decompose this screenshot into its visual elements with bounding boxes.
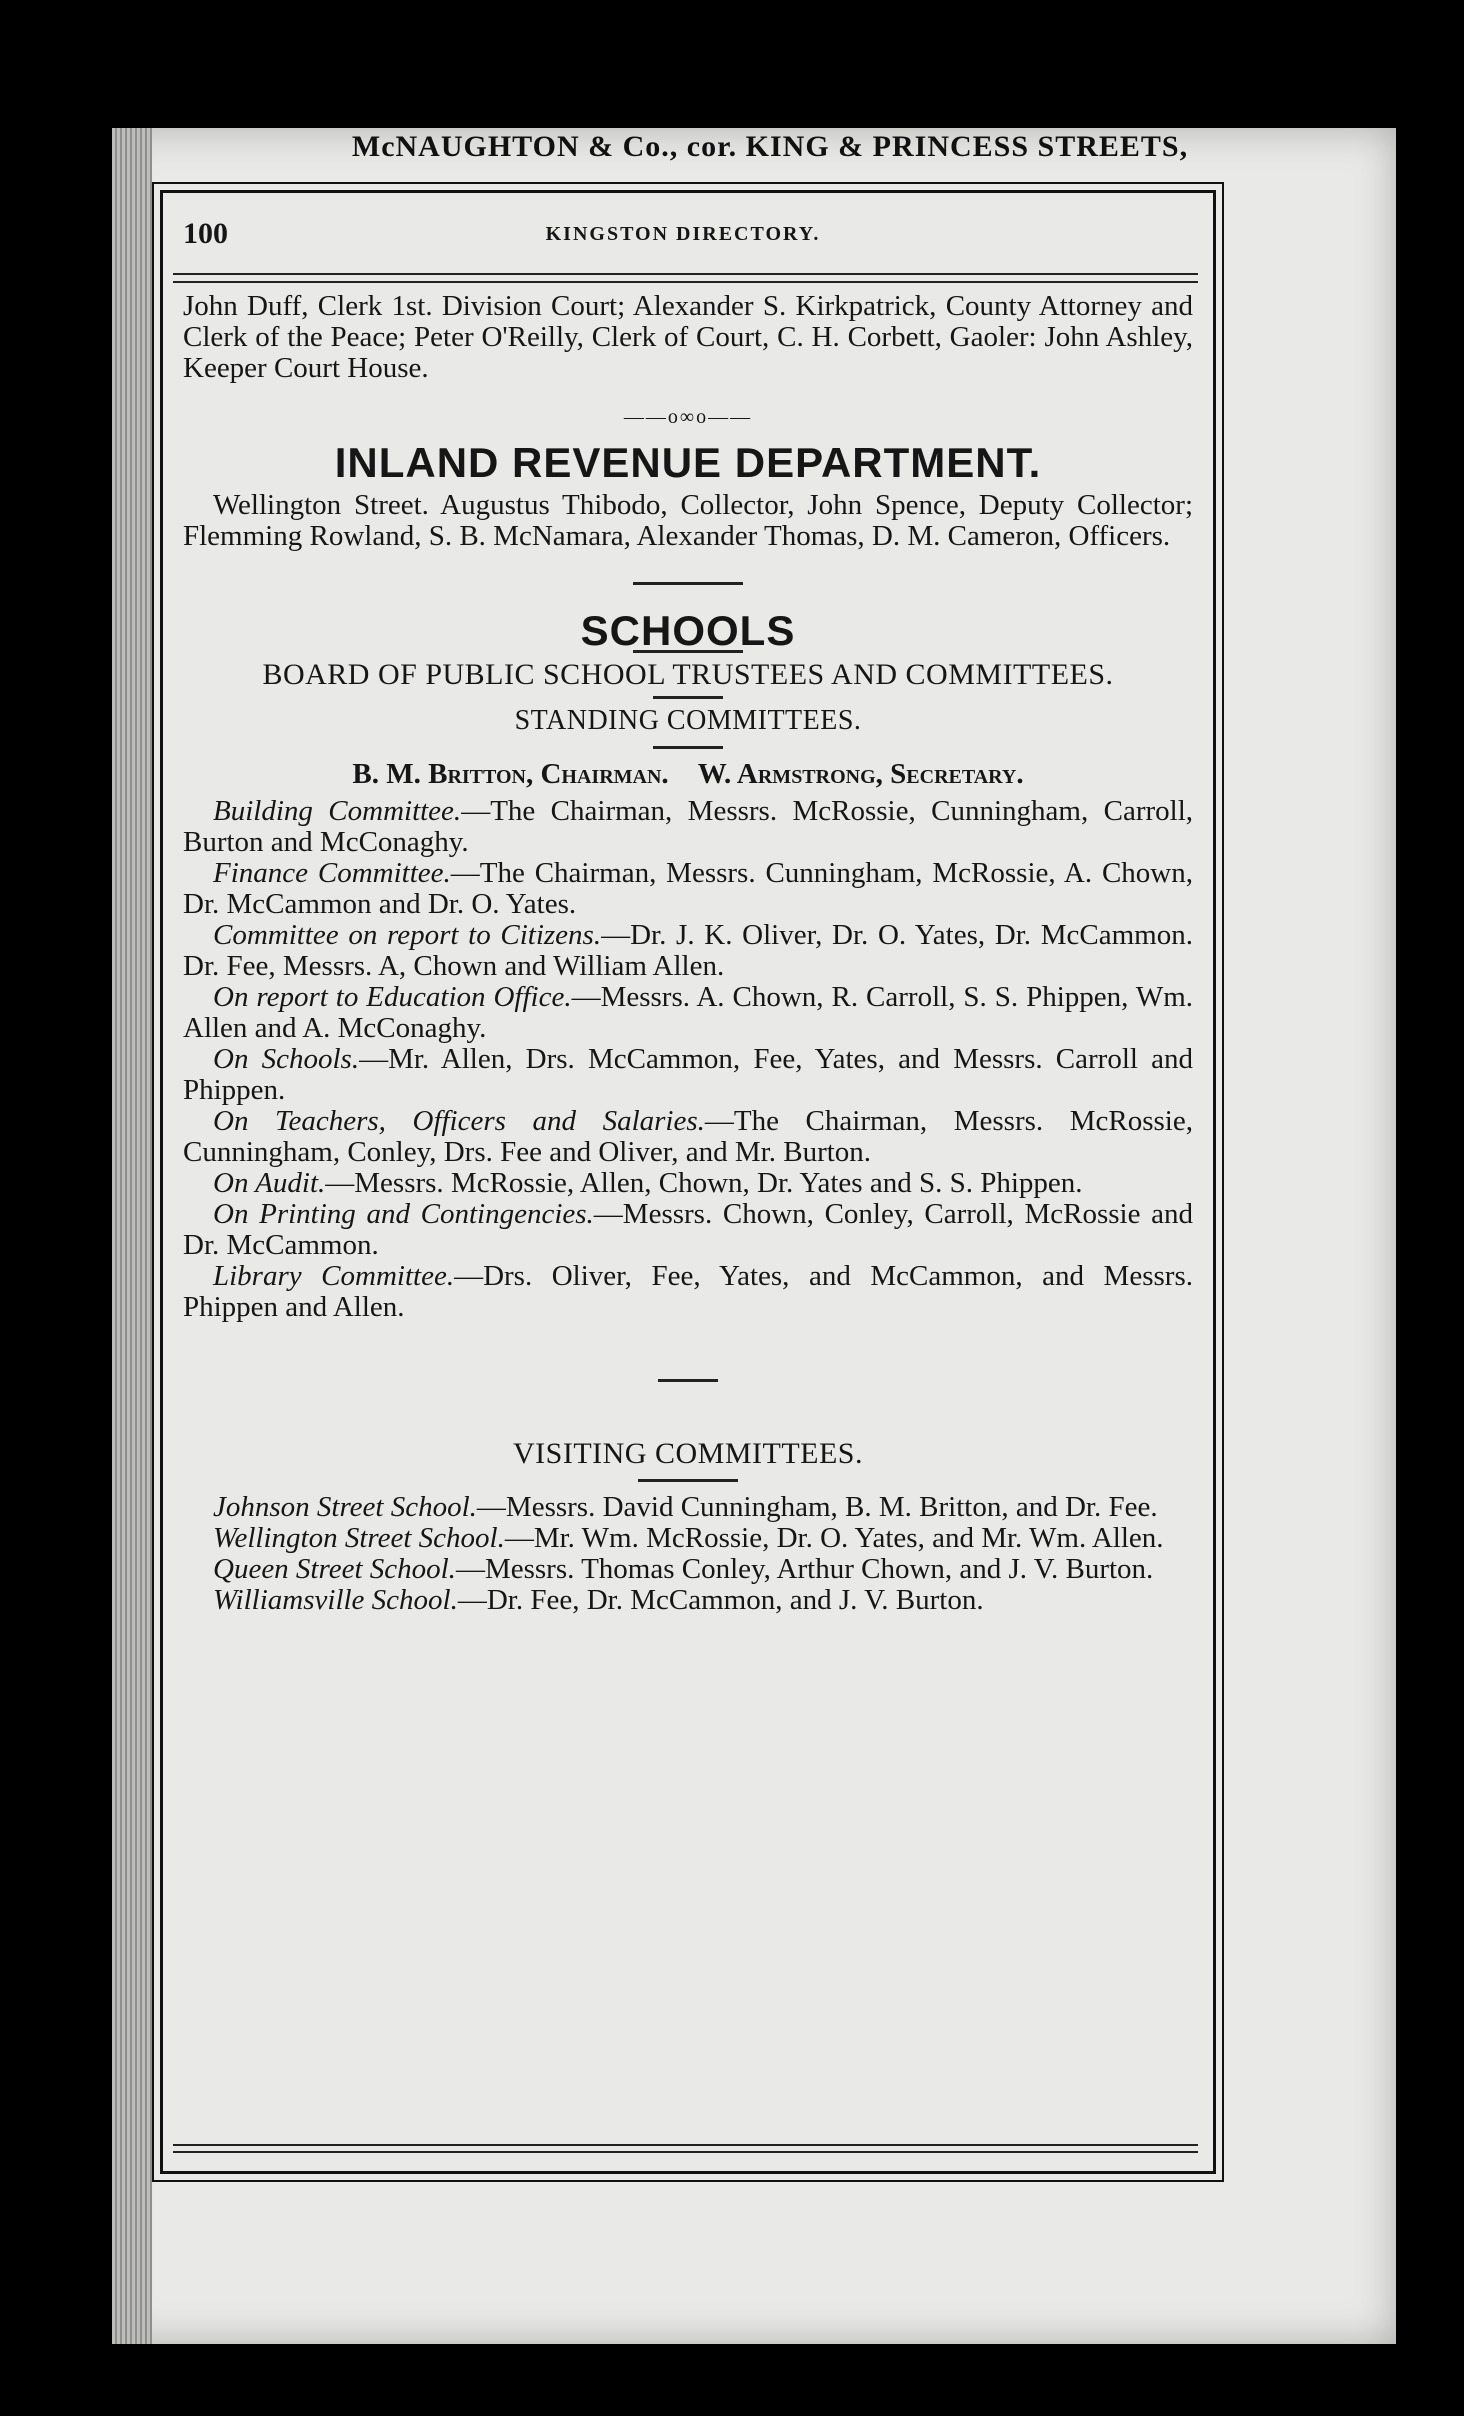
ornament-divider: ——o∞o—— [623,406,753,428]
schools-heading: SCHOOLS [580,607,796,654]
committee-entry: Finance Committee.—The Chairman, Messrs. Cunningham, McRossie, A. Chown, Dr. McCammon and Dr. O. Yates. [183,857,1193,920]
page-edge [112,128,152,2344]
footer-rule [173,2144,1198,2153]
inland-revenue-text: Wellington Street. Augustus Thibodo, Collector, John Spence, Deputy Collector; Flemming Rowland, S. B. McNamara, Alexander Thomas, D. M. Cameron, Officers. [183,489,1193,552]
committee-entry: On Printing and Contingencies.—Messrs. Chown, Conley, Carroll, McRossie and Dr. McCammon. [183,1198,1193,1261]
board-officers [183,759,1193,790]
section-divider [653,746,723,749]
running-head: McNAUGHTON & Co., cor. KING & PRINCESS STREETS, [351,130,1189,163]
committee-entry: Library Committee.—Drs. Oliver, Fee, Yates, and McCammon, and Messrs. Phippen and Allen. [183,1260,1193,1323]
directory-title: KINGSTON DIRECTORY. [545,223,821,245]
board-heading: BOARD OF PUBLIC SCHOOL TRUSTEES AND COMMITTEES. [262,658,1114,691]
committee-entry: On report to Education Office.—Messrs. A. Chown, R. Carroll, S. S. Phippen, Wm. Allen and A. McConaghy. [183,981,1193,1044]
page-content [183,291,1193,1616]
inland-revenue-heading: INLAND REVENUE DEPARTMENT. [334,439,1042,486]
section-divider [638,1479,738,1482]
court-officers-text: John Duff, Clerk 1st. Division Court; Alexander S. Kirkpatrick, County Attorney and Clerk of the Peace; Peter O'Reilly, Clerk of Court, C. H. Corbett, Gaoler: John Ashley, Keeper Court House. [183,290,1193,384]
visiting-entry: Wellington Street School.—Mr. Wm. McRossie, Dr. O. Yates, and Mr. Wm. Allen. [213,1522,1164,1554]
committee-entry: Committee on report to Citizens.—Dr. J. K. Oliver, Dr. O. Yates, Dr. McCammon. Dr. Fee, Messrs. A, Chown and William Allen. [183,919,1193,982]
standing-committees-heading: STANDING COMMITTEES. [514,705,862,736]
committee-entry: On Schools.—Mr. Allen, Drs. McCammon, Fee, Yates, and Messrs. Carroll and Phippen. [183,1043,1193,1106]
secretary-text: W. Armstrong, Secretary. [697,758,1024,790]
page-number: 100 [183,217,228,250]
header-rule [173,273,1198,283]
committee-entry: Building Committee.—The Chairman, Messrs. McRossie, Cunningham, Carroll, Burton and McConaghy. [183,795,1194,858]
committee-entry: On Teachers, Officers and Salaries.—The Chairman, Messrs. McRossie, Cunningham, Conley, Drs. Fee and Oliver, and Mr. Burton. [183,1105,1193,1168]
visiting-entry: Queen Street School.—Messrs. Thomas Conley, Arthur Chown, and J. V. Burton. [213,1553,1154,1585]
visiting-entry: Williamsville School.—Dr. Fee, Dr. McCammon, and J. V. Burton. [213,1584,984,1616]
section-divider [653,696,723,699]
standing-committee-list [183,796,1193,1323]
visiting-entry: Johnson Street School.—Messrs. David Cunningham, B. M. Britton, and Dr. Fee. [213,1491,1158,1523]
visiting-committees-heading: VISITING COMMITTEES. [513,1437,863,1470]
page-header [183,217,1183,257]
committee-entry: On Audit.—Messrs. McRossie, Allen, Chown, Dr. Yates and S. S. Phippen. [213,1167,1083,1199]
page-border-box [160,190,1216,2174]
visiting-committee-list [183,1492,1193,1616]
chairman-text: B. M. Britton, Chairman. [352,758,669,790]
